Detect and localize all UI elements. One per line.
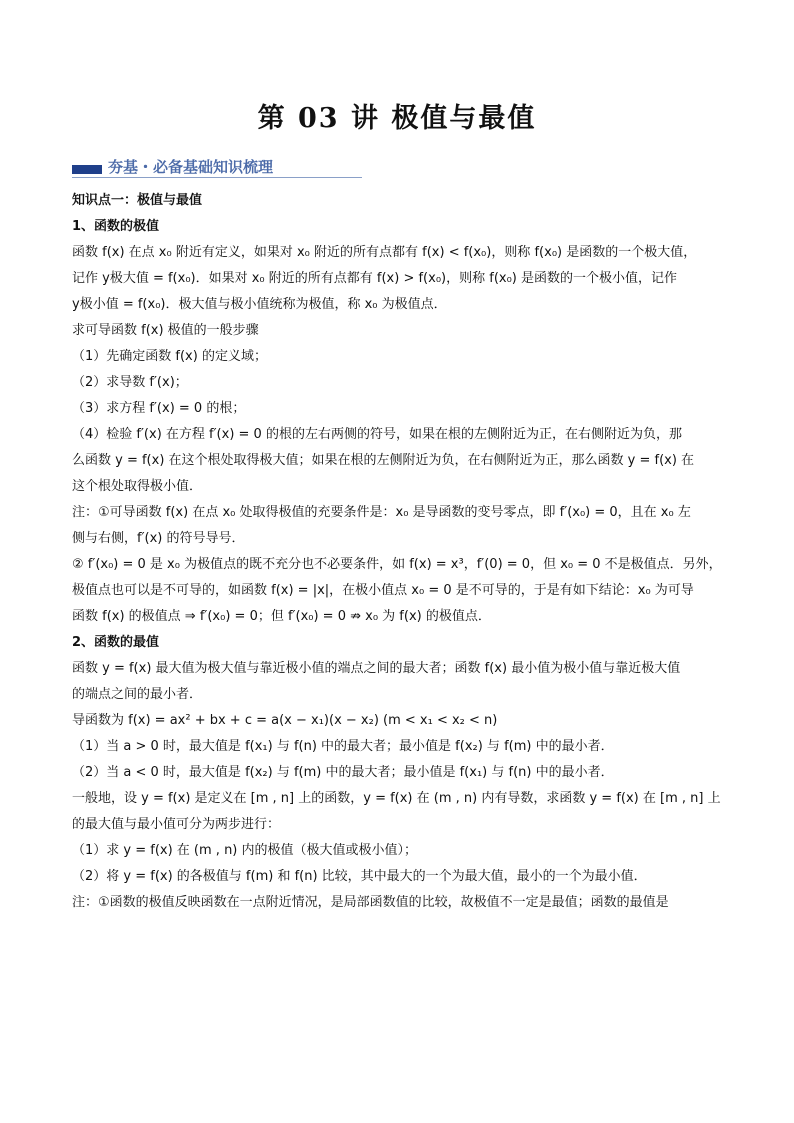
text-line: y极小值 = f(x₀)．极大值与极小值统称为极值，称 x₀ 为极值点． [72,297,447,312]
banner-bar [72,165,102,174]
page-title: 第 03 讲 极值与最值 [257,103,537,134]
section-heading: 2、函数的最值 [72,635,160,650]
section-banner [72,156,362,178]
text-line: 这个根处取得极小值． [72,479,203,494]
text-line: 函数 f(x) 的极值点 ⇒ f′(x₀) = 0；但 f′(x₀) = 0 ⇏ x₀ 为 f(x) 的极值点． [72,609,491,624]
text-line: 函数 f(x) 在点 x₀ 附近有定义，如果对 x₀ 附近的所有点都有 f(x) < f(x₀)，则称 f(x₀) 是函数的一个极大值， [72,245,697,260]
text-line: 注：①函数的极值反映函数在一点附近情况，是局部函数值的比较，故极值不一定是最值；函数的最值是 [72,895,669,910]
text-line: （3）求方程 f′(x) = 0 的根； [72,401,246,416]
text-line: 求可导函数 f(x) 极值的一般步骤 [72,323,259,338]
text-line: 的最大值与最小值可分为两步进行： [72,817,281,832]
text-line: 的端点之间的最小者． [72,687,203,702]
text-line: 么函数 y = f(x) 在这个根处取得极大值；如果在根的左侧附近为负，在右侧附近为正，那么函数 y = f(x) 在 [72,453,695,468]
section-heading: 1、函数的极值 [72,219,160,234]
body-text [72,188,727,916]
text-line: 侧与右侧，f′(x) 的符号导号． [72,531,245,546]
text-line: （1）先确定函数 f(x) 的定义域； [72,349,267,364]
text-line: ② f′(x₀) = 0 是 x₀ 为极值点的既不充分也不必要条件，如 f(x) = x³，f′(0) = 0，但 x₀ = 0 不是极值点．另外， [72,557,722,572]
text-line: 极值点也可以是不可导的，如函数 f(x) = |x|，在极小值点 x₀ = 0 是不可导的，于是有如下结论：x₀ 为可导 [72,583,694,598]
text-line: （1）当 a > 0 时，最大值是 f(x₁) 与 f(n) 中的最大者；最小值是 f(x₂) 与 f(m) 中的最小者． [72,739,614,754]
text-line: （1）求 y = f(x) 在 (m , n) 内的极值（极大值或极小值）； [72,843,418,858]
text-line: 导函数为 f(x) = ax² + bx + c = a(x − x₁)(x − x₂) (m < x₁ < x₂ < n) [72,713,498,728]
text-line: 记作 y极大值 = f(x₀)．如果对 x₀ 附近的所有点都有 f(x) > f(x₀)，则称 f(x₀) 是函数的一个极小值，记作 [72,271,677,286]
banner-underline [72,177,362,178]
section-heading: 知识点一：极值与最值 [72,193,203,208]
text-line: （2）当 a < 0 时，最大值是 f(x₂) 与 f(m) 中的最大者；最小值是 f(x₁) 与 f(n) 中的最小者． [72,765,614,780]
text-line: （4）检验 f′(x) 在方程 f′(x) = 0 的根的左右两侧的符号，如果在根的左侧附近为正，在右侧附近为负，那 [72,427,682,442]
banner-title: 夯基・必备基础知识梳理 [108,158,274,176]
text-line: （2）将 y = f(x) 的各极值与 f(m) 和 f(n) 比较，其中最大的一个为最大值，最小的一个为最小值． [72,869,647,884]
text-line: 注：①可导函数 f(x) 在点 x₀ 处取得极值的充要条件是：x₀ 是导函数的变号零点，即 f′(x₀) = 0，且在 x₀ 左 [72,505,691,520]
text-line: 一般地，设 y = f(x) 是定义在 [m , n] 上的函数，y = f(x) 在 (m , n) 内有导数，求函数 y = f(x) 在 [m , n] 上 [72,791,721,806]
text-line: 函数 y = f(x) 最大值为极大值与靠近极小值的端点之间的最大者；函数 f(x) 最小值为极小值与靠近极大值 [72,661,681,676]
text-line: （2）求导数 f′(x)； [72,375,188,390]
